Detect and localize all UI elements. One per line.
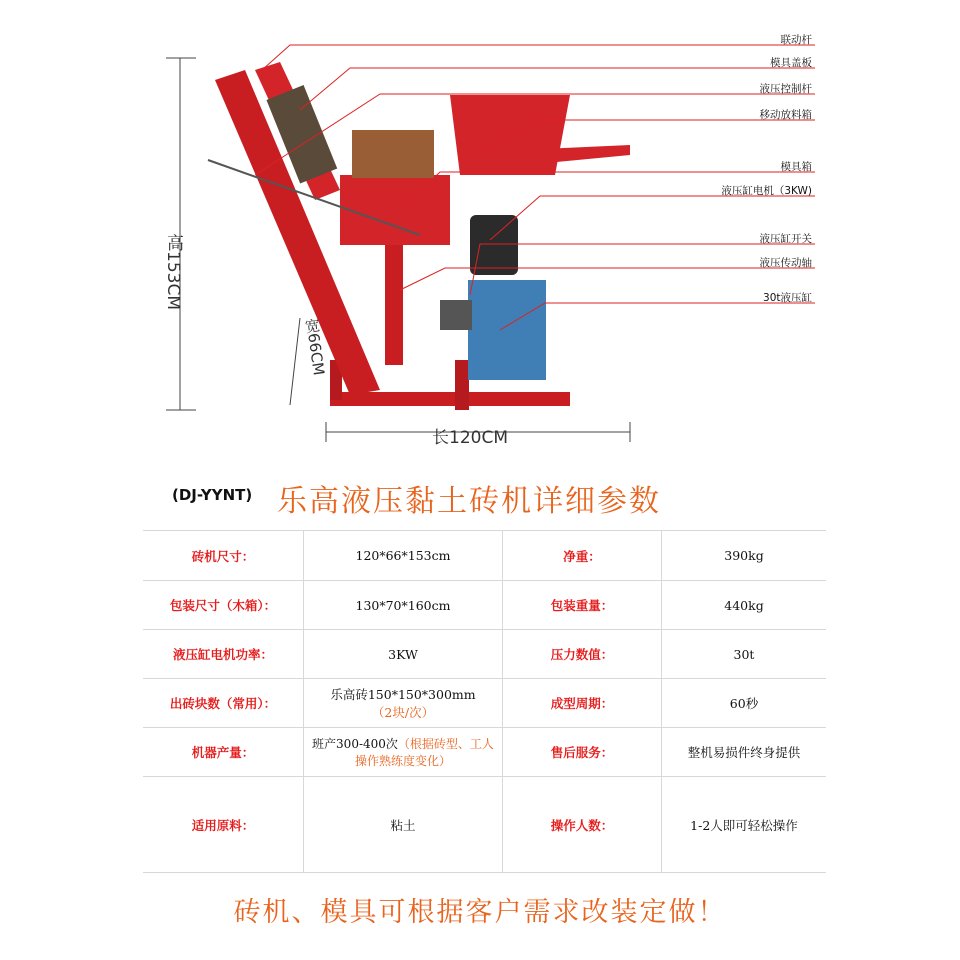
spec-key: 液压缸电机功率：	[143, 630, 304, 679]
table-row	[143, 531, 826, 581]
table-row	[143, 728, 826, 777]
spec-value: 整机易损件终身提供	[662, 728, 827, 777]
spec-value: 60秒	[662, 679, 827, 728]
spec-value: 440kg	[662, 581, 827, 630]
callout-cylinder: 30t液压缸	[763, 292, 812, 304]
callout-motor: 液压缸电机（3KW)	[721, 185, 812, 197]
spec-key: 净重：	[503, 531, 662, 581]
spec-value: 1-2人即可轻松操作	[662, 777, 827, 873]
spec-key: 包装尺寸（木箱）：	[143, 581, 304, 630]
model-code: (DJ-YYNT)	[172, 486, 253, 504]
spec-value: 3KW	[304, 630, 503, 679]
page-title: 乐高液压黏土砖机详细参数	[277, 484, 661, 519]
title-row	[0, 474, 960, 524]
spec-note: （2块/次）	[371, 705, 435, 720]
spec-value: 班产300-400次（根据砖型、工人操作熟练度变化）	[304, 728, 503, 777]
spec-key: 售后服务：	[503, 728, 662, 777]
spec-table	[143, 530, 826, 873]
machine-illustration	[0, 0, 960, 460]
width-dimension: 宽66CM	[302, 317, 328, 377]
callout-switch: 液压缸开关	[759, 233, 812, 245]
spec-key: 成型周期：	[503, 679, 662, 728]
spec-key: 操作人数：	[503, 777, 662, 873]
spec-value: 120*66*153cm	[304, 531, 503, 581]
table-row	[143, 630, 826, 679]
spec-value: 乐高砖150*150*300mm （2块/次）	[304, 679, 503, 728]
spec-key: 砖机尺寸：	[143, 531, 304, 581]
callout-linkage-rod: 联动杆	[780, 34, 812, 46]
table-row	[143, 777, 826, 873]
spec-key: 机器产量：	[143, 728, 304, 777]
machine-diagram	[0, 0, 960, 460]
spec-note: （根据砖型、工人操作熟练度变化）	[354, 737, 494, 768]
spec-value: 30t	[662, 630, 827, 679]
table-row	[143, 581, 826, 630]
spec-key: 出砖块数（常用）：	[143, 679, 304, 728]
spec-value: 390kg	[662, 531, 827, 581]
table-row	[143, 679, 826, 728]
spec-key: 适用原料：	[143, 777, 304, 873]
spec-value: 粘土	[304, 777, 503, 873]
callout-mold-cover: 模具盖板	[770, 57, 812, 69]
length-dimension: 长120CM	[432, 428, 508, 448]
spec-key: 包装重量：	[503, 581, 662, 630]
footer-note: 砖机、模具可根据客户需求改装定做！	[233, 897, 727, 928]
callout-drive-shaft: 液压传动轴	[759, 257, 812, 269]
callout-hydraulic-lever: 液压控制杆	[759, 83, 812, 95]
spec-value: 130*70*160cm	[304, 581, 503, 630]
height-dimension: 高153CM	[163, 234, 183, 310]
spec-key: 压力数值：	[503, 630, 662, 679]
callout-feed-box: 移动放料箱	[759, 109, 812, 121]
callout-mold-box: 模具箱	[780, 161, 812, 173]
